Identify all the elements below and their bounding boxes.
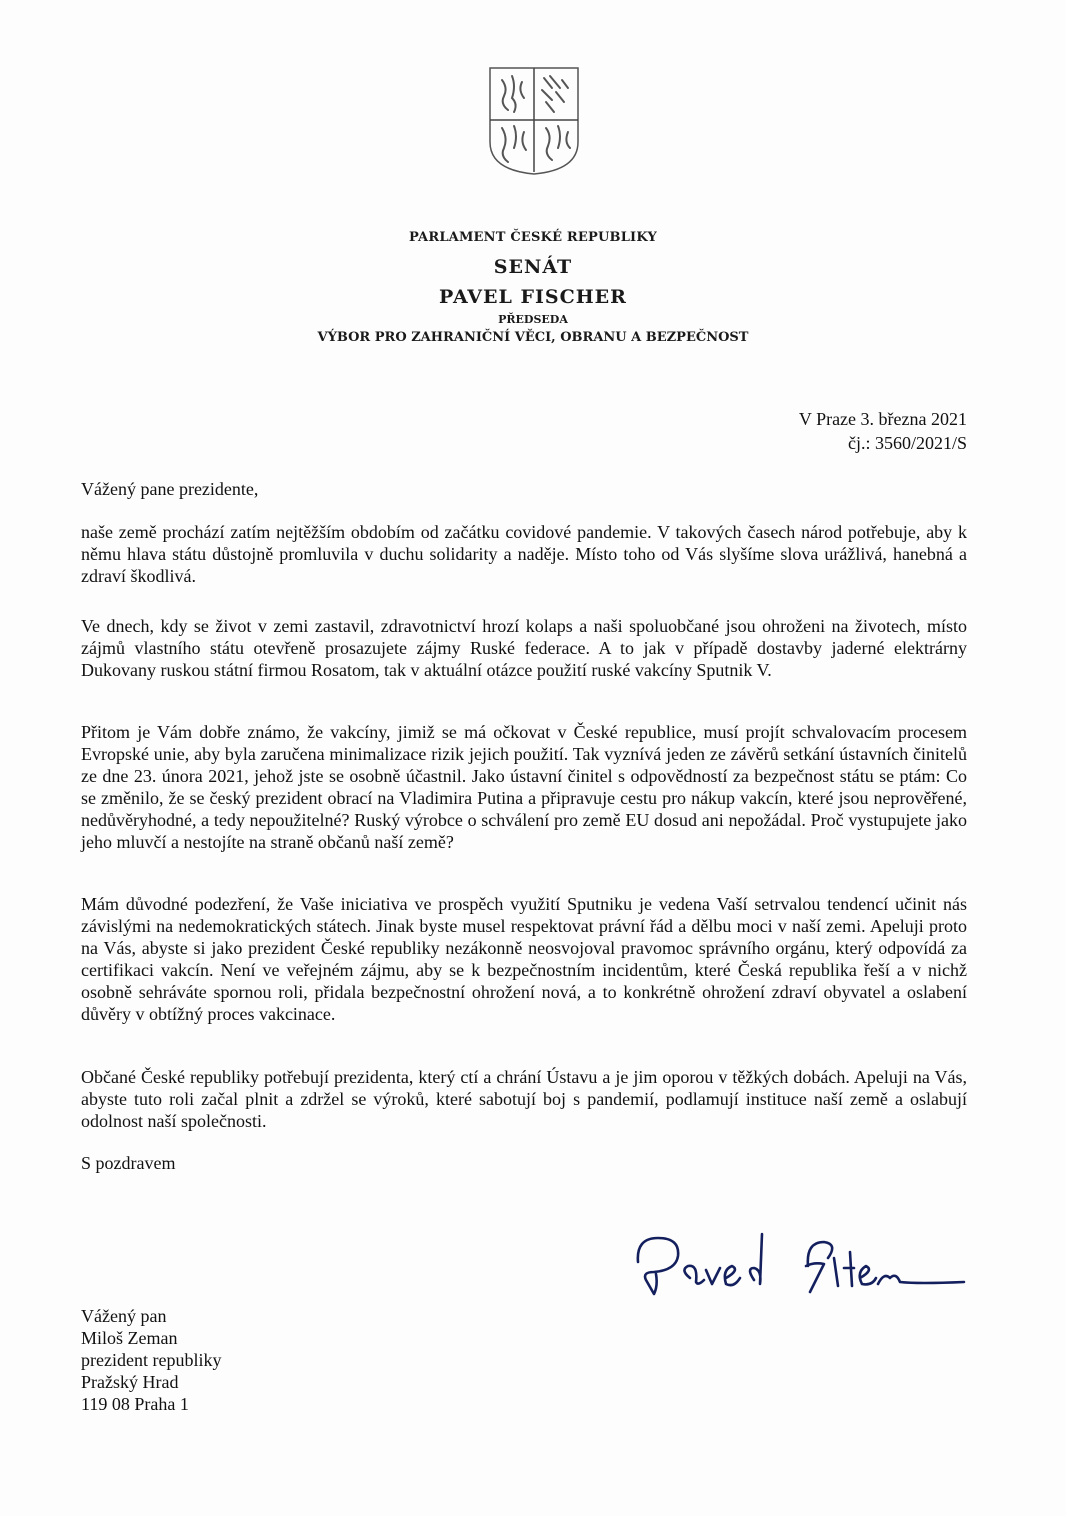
paragraph-2: Ve dnech, kdy se život v zemi zastavil, zdravotnictví hrozí kolaps a naši spoluobčané jsou ohroženi na životech, místo zájmů vlastního státu otevřeně prosazujete zájmy Ruské federace. A to jak v případě dostavby jaderné elektrárny Dukovany ruskou státní firmou Rosatom, tak v aktuální otázce použití ruské vakcíny Sputnik V. (81, 616, 967, 680)
paragraph-3: Přitom je Vám dobře známo, že vakcíny, jimiž se má očkovat v České republice, musí projít schvalovacím procesem Evropské unie, aby byla zaručena minimalizace rizik jejich použití. Tak vyznívá jeden ze závěrů setkání ústavních činitelů ze dne 23. února 2021, jehož jste se osobně účastnil. Jako ústavní činitel s odpovědností za bezpečnost státu se ptám: Co se změnilo, že se český prezident obrací na Vladimira Putina a připravuje cestu pro nákup vakcín, které jsou neprověřené, nedůvěryhodné, a tedy nepoužitelné? Ruský výrobce o schválení pro země EU dosud ani nepožádal. Proč vystupujete jako jeho mluvčí a nestojíte na straně občanů naší země? (81, 722, 967, 852)
sender-role: PŘEDSEDA (498, 313, 568, 326)
place-date: V Praze 3. března 2021 (798, 409, 967, 429)
salutation: Vážený pane prezidente, (81, 479, 259, 499)
paragraph-5: Občané České republiky potřebují prezidenta, který ctí a chrání Ústavu a je jim oporou v těžkých dobách. Apeluji na Vás, abyste tuto roli začal plnit a zdržel se výroků, které sabotují boj s pandemií, podlamují instituce naší země a oslabují odolnost naší společnosti. (81, 1067, 967, 1131)
reference-number: čj.: 3560/2021/S (847, 433, 967, 453)
paragraph-1: naše země prochází zatím nejtěžším obdobím od začátku covidové pandemie. V takových časech národ potřebuje, aby k němu hlava státu důstojně promluvila v duchu solidarity a naděje. Místo toho od Vás slyšíme slova urážlivá, hanebná a zdraví škodlivá. (81, 522, 967, 586)
sender-name: PAVEL FISCHER (439, 286, 627, 308)
recipient-line: Vážený pan (81, 1306, 167, 1326)
recipient-street: Pražský Hrad (81, 1372, 179, 1392)
paragraph-4: Mám důvodné podezření, že Vaše iniciativa ve prospěch využití Sputniku je vedena Vaší setrvalou tendencí učinit nás závislými na nedemokratických státech. Jinak byste musel respektovat právní řád a dělbu moci v naší zemi. Apeluji proto na Vás, abyste si jako prezident České republiky nezákonně neosvojoval pravomoc správního orgánu, který odpovídá za certifikaci vakcín. Není ve veřejném zájmu, aby se k bezpečnostním incidentům, které Česká republika řeší a v nichž osobně sehráváte spornou roli, přidala bezpečnostní ohrožení nová, a to konkrétně ohrožení zdraví obyvatel a oslabení důvěry v obtížný proces vakcinace. (81, 894, 967, 1024)
czech-coat-of-arms-icon (486, 62, 582, 176)
handwritten-signature-icon (628, 1228, 968, 1300)
committee-name: VÝBOR PRO ZAHRANIČNÍ VĚCI, OBRANU A BEZPEČNOST (317, 330, 749, 345)
recipient-address (81, 1305, 221, 1415)
recipient-name: Miloš Zeman (81, 1328, 178, 1348)
recipient-city: 119 08 Praha 1 (81, 1394, 189, 1414)
chamber-heading: SENÁT (493, 256, 573, 278)
closing: S pozdravem (81, 1153, 176, 1173)
date-block (799, 407, 967, 455)
parliament-heading: PARLAMENT ČESKÉ REPUBLIKY (409, 230, 657, 245)
recipient-title: prezident republiky (81, 1350, 222, 1370)
